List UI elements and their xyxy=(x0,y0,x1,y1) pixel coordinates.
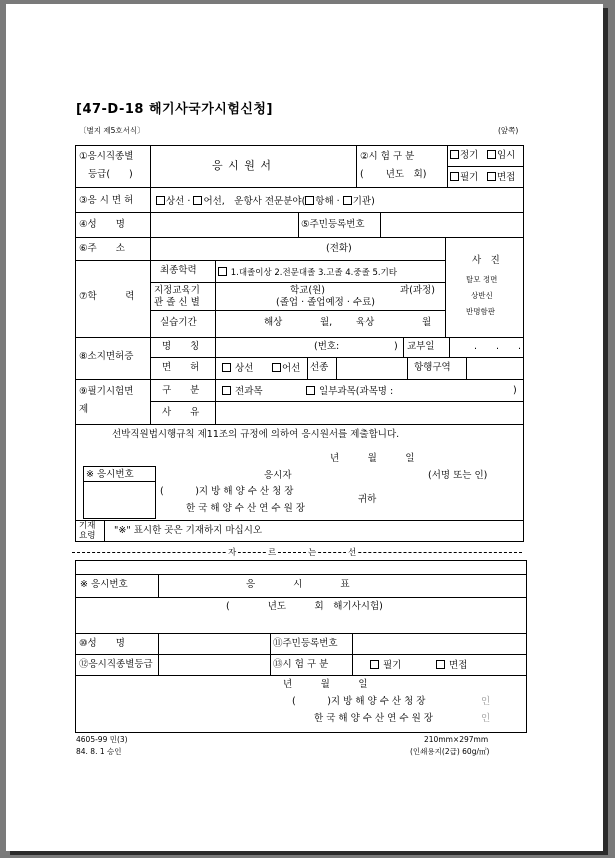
field-2-year: ( 년도 회) xyxy=(360,169,427,180)
checkbox[interactable] xyxy=(370,660,379,669)
row-line xyxy=(150,310,445,311)
lic-number-close: ) xyxy=(394,341,398,352)
lic-number-label: (번호: xyxy=(314,341,340,352)
edu-month-1: 월, xyxy=(320,317,333,328)
phone-label: (전화) xyxy=(326,243,352,254)
ex-partial-close: ) xyxy=(513,385,517,396)
box-line xyxy=(155,466,156,518)
ticket-regional-office: ( )지 방 해 양 수 산 청 장 xyxy=(292,696,426,707)
row-line xyxy=(75,520,524,521)
checkbox[interactable] xyxy=(305,196,314,205)
edu-status: (졸업 · 졸업예정 · 수료) xyxy=(276,297,375,308)
page-side: (앞쪽) xyxy=(498,126,519,135)
field-11-label: ⑪주민등록번호 xyxy=(273,638,338,649)
field-6-label: ⑥주 소 xyxy=(79,243,125,254)
checkbox[interactable] xyxy=(222,363,231,372)
row-line xyxy=(75,424,524,425)
ex-reason-label: 사 유 xyxy=(162,407,200,418)
row-line xyxy=(150,357,524,358)
col-line xyxy=(445,237,446,337)
row-line xyxy=(75,337,524,338)
box-line xyxy=(83,518,156,519)
footer-code: 4605-99 민(3) xyxy=(76,735,128,744)
annex-label: 〔별지 제5호서식〕 xyxy=(79,126,145,135)
opt-interview[interactable]: 면접 xyxy=(487,172,515,183)
cut-label-3: 는 xyxy=(308,548,317,558)
col-line xyxy=(407,357,408,379)
edu-designated-2: 관 졸 신 별 xyxy=(154,297,200,308)
row-line xyxy=(150,282,445,283)
lic-opt-fishing[interactable]: 어선 xyxy=(272,363,300,374)
ticket-border-left xyxy=(75,560,76,733)
box-line xyxy=(83,466,84,518)
checkbox[interactable] xyxy=(222,386,231,395)
col-line xyxy=(150,145,151,425)
row-line xyxy=(75,187,524,188)
checkbox[interactable] xyxy=(193,196,202,205)
row-line xyxy=(75,212,524,213)
checkbox[interactable] xyxy=(343,196,352,205)
photo-line-2: 탈모 정면 xyxy=(466,275,498,284)
lic-position: 선종 xyxy=(310,362,329,373)
checkbox[interactable] xyxy=(306,386,315,395)
cut-label-1: 자 xyxy=(228,548,237,558)
checkbox[interactable] xyxy=(436,660,445,669)
opt-written[interactable]: 필기 xyxy=(450,172,478,183)
row-line xyxy=(75,597,527,598)
edu-final-options: 1.대졸이상 2.전문대졸 3.고졸 4.중졸 5.기타 xyxy=(218,267,397,278)
field-13-label: ⑬시 험 구 분 xyxy=(273,659,329,670)
signature-label: (서명 또는 인) xyxy=(428,470,488,481)
submit-date: 년 월 일 xyxy=(330,453,415,464)
row-line xyxy=(75,633,527,634)
col-line xyxy=(158,633,159,675)
ticket-border-bottom xyxy=(75,732,527,733)
ticket-exam-no: ※ 응시번호 xyxy=(80,579,128,590)
edu-month-2: 월 xyxy=(422,317,432,328)
footer-size: 210mm×297mm xyxy=(424,735,489,744)
col-line xyxy=(307,357,308,379)
lic-kind-label: 면 허 xyxy=(162,362,200,373)
field-10-label: ⑩성 명 xyxy=(79,638,125,649)
field-1-label: ①응시직종별 xyxy=(79,151,134,162)
col-line xyxy=(298,212,299,237)
col-line xyxy=(215,337,216,424)
col-line xyxy=(356,145,357,187)
col-line xyxy=(158,574,159,597)
field-2-label: ②시 험 구 분 xyxy=(360,151,415,162)
ticket-opt-written[interactable]: 필기 xyxy=(370,660,401,671)
opt-regular[interactable]: 정기 xyxy=(450,150,478,161)
license-options: 상선 · 어선, 운항사 전문분야( 항해 · 기관) xyxy=(156,196,375,207)
photo-line-1: 사 진 xyxy=(472,255,500,266)
row-line xyxy=(75,237,524,238)
form-border-top xyxy=(75,145,524,146)
row-line xyxy=(75,654,527,655)
col-line xyxy=(270,633,271,675)
photo-line-4: 반명함판 xyxy=(466,307,495,316)
col-line xyxy=(447,145,448,187)
col-line xyxy=(336,357,337,379)
ex-partial-option[interactable]: 일부과목(과목명 : xyxy=(306,386,393,397)
field-5-label: ⑤주민등록번호 xyxy=(301,219,365,230)
ticket-date: 년 월 일 xyxy=(283,679,368,690)
checkbox[interactable] xyxy=(487,172,496,181)
edu-designated-1: 지정교육기 xyxy=(154,285,200,296)
cut-label-4: 선 xyxy=(348,548,357,558)
checkbox[interactable] xyxy=(218,267,227,276)
field-12-label: ⑫응시직종별등급 xyxy=(79,659,153,670)
ex-all-option[interactable]: 전과목 xyxy=(222,386,263,397)
declaration-text: 선박직원법시행규칙 제11조의 규정에 의하여 응시원서를 제출합니다. xyxy=(112,429,400,440)
edu-school: 학교(원) xyxy=(290,285,325,296)
lic-issue-label: 교부일 xyxy=(407,341,435,352)
lic-area: 항행구역 xyxy=(414,362,451,373)
note-text: "※" 표시한 곳은 기재하지 마십시오 xyxy=(114,525,263,536)
col-line xyxy=(104,520,105,542)
row-line xyxy=(75,675,527,676)
box-line xyxy=(83,466,155,467)
training-academy: 한 국 해 양 수 산 연 수 원 장 xyxy=(186,503,305,514)
note-label-1: 기재 xyxy=(79,521,96,531)
col-line xyxy=(215,260,216,337)
ticket-border-right xyxy=(526,560,527,733)
edu-practice-label: 실습기간 xyxy=(160,317,197,328)
form-border-bottom xyxy=(75,541,524,542)
form-border-left xyxy=(75,145,76,542)
checkbox[interactable] xyxy=(450,150,459,159)
seal-mark-1: 인 xyxy=(481,696,491,707)
checkbox[interactable] xyxy=(450,172,459,181)
field-9-label: ⑨필기시험면 xyxy=(79,386,134,397)
col-line xyxy=(352,633,353,675)
field-7-label: ⑦학 력 xyxy=(79,291,135,302)
checkbox[interactable] xyxy=(487,150,496,159)
field-8-label: ⑧소지면허증 xyxy=(79,351,134,362)
footer-approval: 84. 8. 1 승인 xyxy=(76,747,122,756)
row-line xyxy=(447,166,524,167)
col-line xyxy=(466,357,467,379)
row-line xyxy=(150,401,524,402)
lic-name-label: 명 칭 xyxy=(162,341,200,352)
ex-type-label: 구 분 xyxy=(162,385,200,396)
addressee-suffix: 귀하 xyxy=(358,494,377,505)
photo-line-3: 상반신 xyxy=(471,291,493,300)
checkbox[interactable] xyxy=(272,363,281,372)
note-label-2: 요령 xyxy=(79,531,96,541)
ticket-subheading: ( 년도 회 해기사시험) xyxy=(226,601,383,612)
box-line xyxy=(83,481,155,482)
cut-label-2: 르 xyxy=(268,548,277,558)
checkbox[interactable] xyxy=(156,196,165,205)
edu-sea: 해상 xyxy=(264,317,283,328)
exam-no-box-label: ※ 응시번호 xyxy=(86,469,134,480)
form-title: [47-D-18 해기사국가시험신청] xyxy=(76,102,273,117)
ticket-academy: 한 국 해 양 수 산 연 수 원 장 xyxy=(314,713,433,724)
row-line xyxy=(75,574,527,575)
ticket-border-top xyxy=(75,560,527,561)
col-line xyxy=(449,337,450,357)
row-line xyxy=(75,379,524,380)
regional-office: ( )지 방 해 양 수 산 청 장 xyxy=(160,486,294,497)
form-border-right xyxy=(523,145,524,542)
footer-paper: (인쇄용지(2급) 60g/㎡) xyxy=(410,747,490,756)
lic-issue-date: . . . xyxy=(474,341,522,352)
application-heading: 응 시 원 서 xyxy=(212,159,272,172)
row-line xyxy=(75,260,445,261)
col-line xyxy=(403,337,404,357)
edu-dept: 과(과정) xyxy=(400,285,435,296)
field-9-label-2: 제 xyxy=(79,404,89,415)
seal-mark-2: 인 xyxy=(481,713,491,724)
opt-temp[interactable]: 임시 xyxy=(487,150,515,161)
edu-final-label: 최종학력 xyxy=(160,265,197,276)
field-1-grade: 등급( ) xyxy=(88,169,133,180)
lic-opt-merchant[interactable]: 상선 xyxy=(222,363,253,374)
applicant-label: 응시자 xyxy=(264,470,292,481)
ticket-opt-interview[interactable]: 면접 xyxy=(436,660,467,671)
cut-line xyxy=(72,552,522,553)
ticket-heading: 응 시 표 xyxy=(246,579,350,590)
field-3-label: ③응 시 면 허 xyxy=(79,195,134,206)
field-4-label: ④성 명 xyxy=(79,219,125,230)
col-line xyxy=(380,212,381,237)
edu-land: 육상 xyxy=(356,317,375,328)
